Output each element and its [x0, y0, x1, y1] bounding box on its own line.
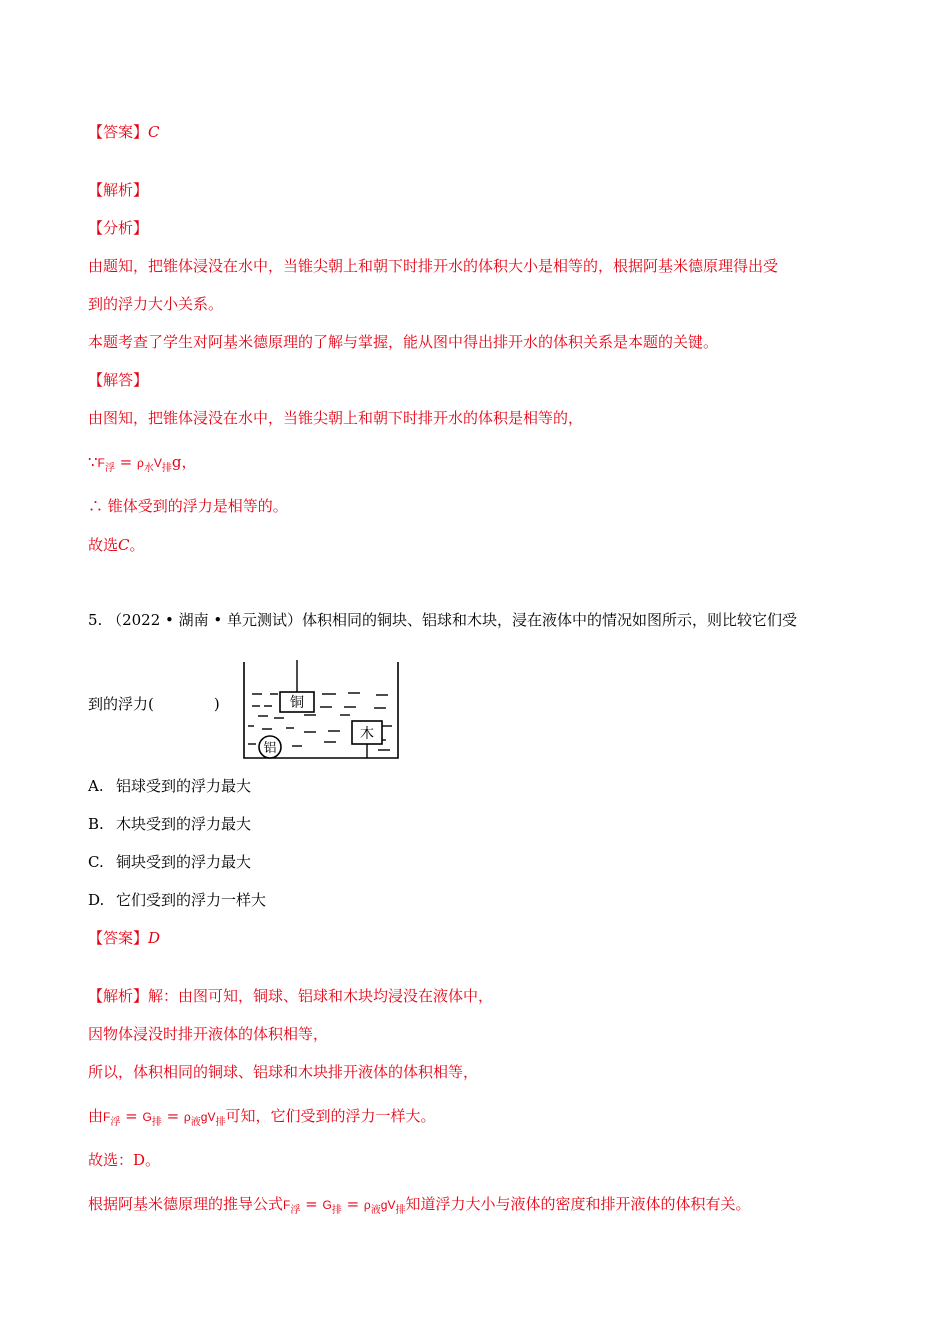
f5-rho-sub: 液	[190, 1117, 201, 1128]
option-d-letter: D.	[88, 891, 105, 909]
jieda-label: 【解答】	[88, 371, 149, 389]
f5-F-sub: 浮	[110, 1117, 121, 1128]
ff-V-sub: 排	[395, 1205, 406, 1216]
ff-G-sub: 排	[331, 1205, 342, 1216]
buoyancy-formula-q5	[88, 1106, 435, 1133]
ff-rho-sub: 液	[370, 1205, 381, 1216]
choose-prefix: 故选	[88, 536, 119, 554]
choose-suffix: 。	[129, 536, 145, 554]
therefore-line: ∴ 锥体受到的浮力是相等的。	[88, 497, 288, 515]
f5-eq2: =	[161, 1107, 184, 1125]
option-a	[88, 776, 251, 796]
f5-rho: ρ	[183, 1110, 191, 1124]
answer-label-q5: 【答案】	[88, 929, 149, 947]
answer-line-q5	[88, 928, 160, 948]
ff-G: G	[322, 1198, 332, 1212]
question5-stem-line2: 到的浮力( )	[88, 695, 220, 713]
jieda-line-1: 由图知，把锥体浸没在水中，当锥尖朝上和朝下时排开水的体积是相等的，	[88, 409, 584, 427]
analysis-label: 【解析】	[88, 181, 149, 199]
option-a-letter: A.	[88, 777, 104, 795]
final-formula-line	[88, 1194, 750, 1221]
choose-line-q4	[88, 535, 145, 555]
ff-eq2: =	[341, 1195, 364, 1213]
f5-G: G	[142, 1110, 152, 1124]
copper-label: 铜	[290, 695, 304, 711]
ff-tail: 知道浮力大小与液体的密度和排开液体的体积有关。	[405, 1195, 751, 1213]
f5-V-sub: 排	[215, 1117, 226, 1128]
fenxi-line-1: 由题知，把锥体浸没在水中，当锥尖朝上和朝下时排开水的体积大小是相等的，根据阿基米德原理得出受	[88, 257, 779, 275]
analysis-line3-q5: 所以，体积相同的铜球、铝球和木块排开液体的体积相等，	[88, 1063, 479, 1081]
f5-eq1: =	[120, 1107, 143, 1125]
f5-prefix: 由	[88, 1107, 104, 1125]
option-c	[88, 852, 251, 872]
ff-eq1: =	[300, 1195, 323, 1213]
option-d-text: 它们受到的浮力一样大	[116, 891, 267, 909]
question5-stem-line1: 5. （2022 • 湖南 • 单元测试）体积相同的铜块、铝球和木块，浸在液体中的情况如图所示，则比较它们受	[88, 611, 798, 629]
ff-V: V	[387, 1198, 396, 1212]
formula-g-tail: g，	[171, 453, 197, 471]
f5-V: V	[207, 1110, 216, 1124]
because-symbol: ∵	[88, 453, 98, 471]
option-c-text: 铜块受到的浮力最大	[116, 853, 252, 871]
f5-tail: 可知，它们受到的浮力一样大。	[225, 1107, 436, 1125]
option-c-letter: C.	[88, 853, 104, 871]
ff-g: g	[380, 1198, 388, 1212]
buoyancy-formula-q4	[88, 452, 196, 479]
option-b-letter: B.	[88, 815, 104, 833]
formula-rho-sub: 水	[143, 463, 154, 474]
choose-value: C	[118, 536, 130, 554]
formula-F: F	[97, 456, 105, 470]
f5-F: F	[103, 1110, 111, 1124]
analysis-line2-q5: 因物体浸没时排开液体的体积相等，	[88, 1025, 329, 1043]
formula-rho: ρ	[137, 456, 144, 470]
answer-line-q4	[88, 122, 160, 142]
formula-V: V	[153, 456, 162, 470]
aluminum-label: 铝	[263, 741, 277, 756]
ff-F-sub: 浮	[290, 1205, 301, 1216]
option-a-text: 铝球受到的浮力最大	[116, 777, 252, 795]
f5-G-sub: 排	[151, 1117, 162, 1128]
fenxi-line-2: 到的浮力大小关系。	[88, 295, 224, 313]
answer-label: 【答案】	[88, 123, 149, 141]
answer-value: C	[148, 123, 160, 141]
answer-value-q5: D	[148, 929, 161, 947]
option-b-text: 木块受到的浮力最大	[116, 815, 252, 833]
ff-F: F	[283, 1198, 291, 1212]
choose-line-q5: 故选：D。	[88, 1151, 161, 1169]
formula-F-sub: 浮	[104, 463, 115, 474]
ff-rho: ρ	[363, 1198, 371, 1212]
analysis-label-q5: 【解析】	[88, 987, 149, 1005]
container-figure	[240, 660, 402, 766]
fenxi-label: 【分析】	[88, 219, 149, 237]
wood-label: 木	[360, 726, 374, 742]
analysis-text-1: 解：由图可知，铜球、铝球和木块均浸没在液体中，	[148, 987, 494, 1005]
option-b	[88, 814, 251, 834]
formula-V-sub: 排	[161, 463, 172, 474]
formula-eq: =	[114, 453, 137, 471]
option-d	[88, 890, 266, 910]
fenxi-line-3: 本题考查了学生对阿基米德原理的了解与掌握，能从图中得出排开水的体积关系是本题的关键。	[88, 333, 719, 351]
f5-g: g	[200, 1110, 208, 1124]
analysis-line1-q5	[88, 986, 493, 1006]
ff-prefix: 根据阿基米德原理的推导公式	[88, 1195, 284, 1213]
